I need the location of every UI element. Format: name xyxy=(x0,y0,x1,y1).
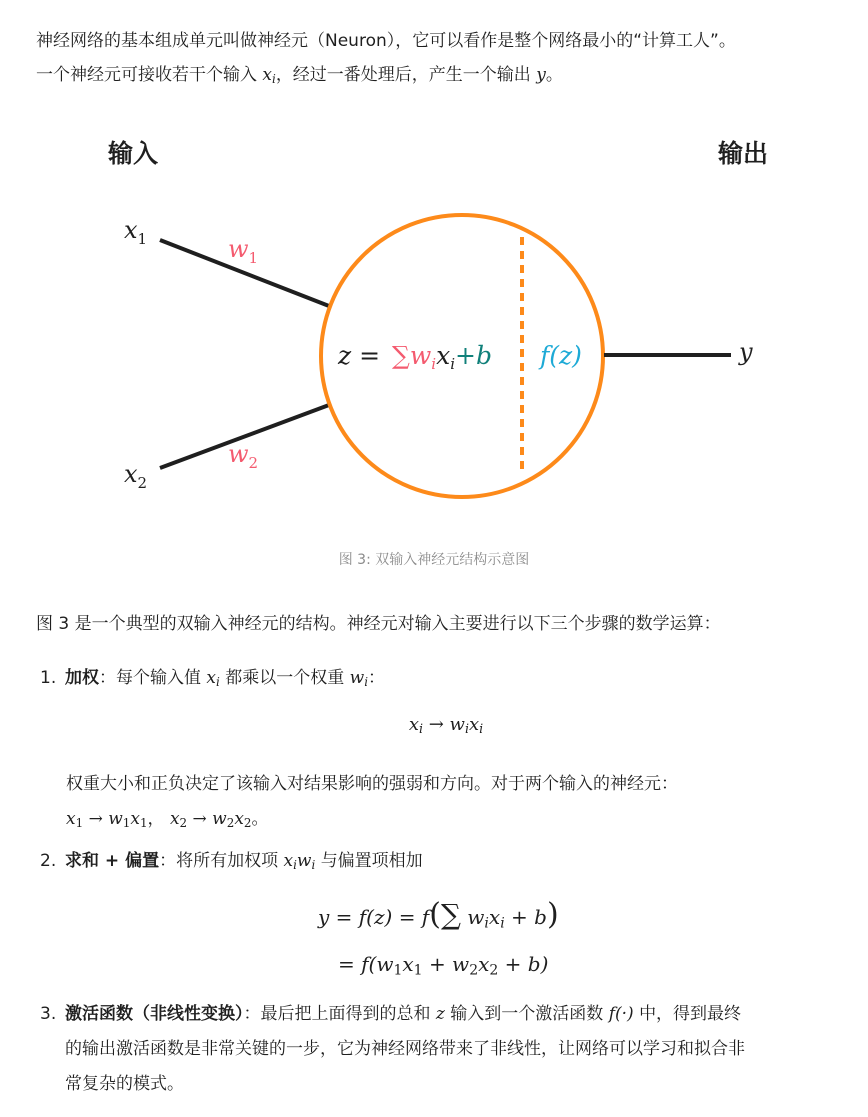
math-z: z xyxy=(435,1004,445,1024)
input-x2-label: $x_2$ xyxy=(124,460,148,492)
math-wi: $w_i$ xyxy=(349,668,368,689)
output-heading: 输出 xyxy=(718,139,769,168)
sum-equation: z = $\sum w_ix_i+b$ xyxy=(338,341,492,373)
math-y: y xyxy=(536,65,546,85)
step-1: 1. 加权：每个输入值 $x_i$ 都乘以一个权重 $w_i$： xyxy=(40,661,852,700)
output-y-label: y xyxy=(739,338,753,366)
math-xi: $x_i$ xyxy=(262,65,276,86)
activation-label: f(z) xyxy=(540,341,582,370)
formula-two-inputs: x1 → w1x1， x2 → w2x2。 xyxy=(66,809,269,830)
weight-w1-label: $w_1$ xyxy=(228,235,259,267)
math-xi-wi: $x_iw_i$ xyxy=(283,851,316,872)
intro-line-2: 一个神经元可接收若干个输入 $x_i$，经过一番处理后，产生一个输出 y。 xyxy=(36,65,563,86)
step-1-note: 权重大小和正负决定了该输入对结果影响的强弱和方向。对于两个输入的神经元： x1 → w1x1， x2 → w2x2。 xyxy=(66,767,856,841)
intro-line-1: 神经网络的基本组成单元叫做神经元（Neuron），它可以看作是整个网络最小的“计算工人”。 xyxy=(36,31,736,51)
input-heading: 输入 xyxy=(108,139,159,168)
step-title: 加权 xyxy=(65,668,99,688)
formula-weighting: $x_i \to w_ix_i$ xyxy=(408,714,484,737)
figure-caption: 图 3: 双输入神经元结构示意图 xyxy=(338,552,530,568)
step-title: 求和 + 偏置 xyxy=(65,851,160,871)
step-number: 3. xyxy=(40,1004,57,1024)
math-xi: $x_i$ xyxy=(206,668,220,689)
intro-text xyxy=(36,24,856,96)
step-number: 2. xyxy=(40,851,57,871)
step-3: 3. 激活函数（非线性变换）：最后把上面得到的总和 z 输入到一个激活函数 f(·) 中，得到最终 的输出激活函数是非常关键的一步，它为神经网络带来了非线性，让网络可以学习和拟合非 常复杂的模式。 xyxy=(40,997,852,1102)
description-paragraph: 图 3 是一个典型的双输入神经元的结构。神经元对输入主要进行以下三个步骤的数学运算： xyxy=(36,614,721,634)
math-f-dot: f(·) xyxy=(608,1004,634,1024)
formula-sum: y = f(z) = f(∑ $w_ix_i + b$) = f(w1x1 + w2x2 + b) xyxy=(318,897,559,978)
neuron-diagram xyxy=(0,120,868,530)
step-title: 激活函数（非线性变换） xyxy=(65,1004,244,1024)
step-2: 2. 求和 + 偏置：将所有加权项 $x_iw_i$ 与偏置项相加 xyxy=(40,844,852,883)
weight-w2-label: $w_2$ xyxy=(228,440,259,472)
step-number: 1. xyxy=(40,668,57,688)
input-x1-label: $x_1$ xyxy=(124,216,148,248)
